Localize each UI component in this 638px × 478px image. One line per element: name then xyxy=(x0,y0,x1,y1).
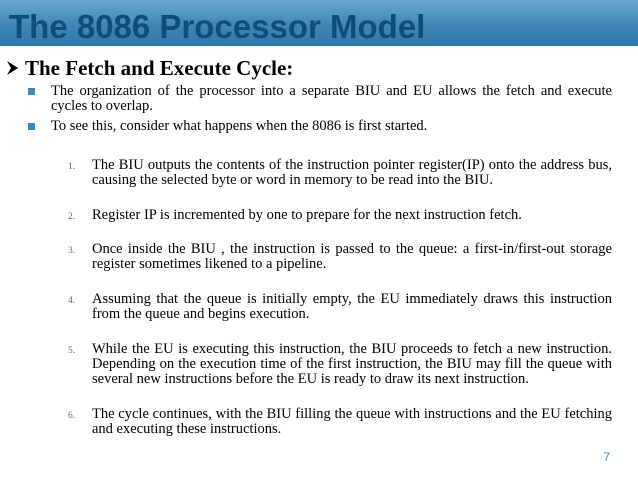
step-text: Register IP is incremented by one to prepare for the next instruction fetch. xyxy=(92,207,522,223)
step-number: 1. xyxy=(68,162,76,172)
step-number: 6. xyxy=(68,411,76,421)
square-bullet-icon xyxy=(28,123,35,130)
step-text: The BIU outputs the contents of the instruction pointer register(IP) onto the address bus, causing the selected byte or word in memory to be read into the BIU. xyxy=(92,157,612,188)
step-number: 3. xyxy=(68,246,76,256)
step-text: The cycle continues, with the BIU filling the queue with instructions and the EU fetching and executing these instructions. xyxy=(92,406,612,437)
step-number: 5. xyxy=(68,346,76,356)
section-heading xyxy=(6,55,293,81)
step-text: Once inside the BIU , the instruction is passed to the queue: a first-in/first-out storage register sometimes likened to a pipeline. xyxy=(92,241,612,272)
bullet-text: To see this, consider what happens when the 8086 is first started. xyxy=(51,118,428,134)
bullet-item xyxy=(24,84,612,114)
heading-text: The Fetch and Execute Cycle: xyxy=(25,56,294,80)
arrow-bullet-icon xyxy=(6,59,22,77)
square-bullet-icon xyxy=(28,88,35,95)
step-item xyxy=(68,242,612,272)
step-item xyxy=(68,208,612,223)
step-text: Assuming that the queue is initially empty, the EU immediately draws this instruction from the queue and begins execution. xyxy=(92,291,612,322)
step-number: 2. xyxy=(68,212,76,222)
bullet-item xyxy=(24,119,612,134)
step-text: While the EU is executing this instruction, the BIU proceeds to fetch a new instruction. Depending on the execution time of the first instruction, the BIU may fill the queue with several new instructions before the EU is ready to draw its next instruction. xyxy=(92,341,612,387)
slide-title: The 8086 Processor Model xyxy=(9,8,426,45)
step-item xyxy=(68,158,612,188)
step-number: 4. xyxy=(68,296,76,306)
page-number: 7 xyxy=(603,450,610,464)
bullet-text: The organization of the processor into a separate BIU and EU allows the fetch and execute cycles to overlap. xyxy=(51,83,612,114)
bullet-list xyxy=(24,84,612,139)
step-list xyxy=(68,158,612,437)
step-item xyxy=(68,292,612,322)
step-item xyxy=(68,342,612,387)
step-item xyxy=(68,407,612,437)
